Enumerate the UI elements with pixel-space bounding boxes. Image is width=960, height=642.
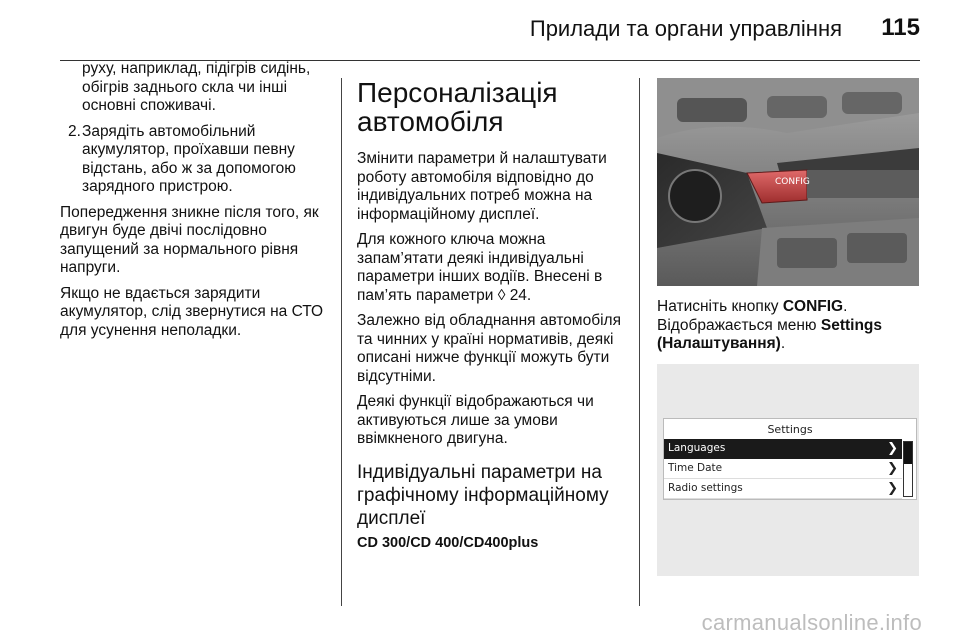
paragraph-text: Для кожного ключа можна запам’ятати деякі індивідуальні параметри інших водіїв. Внесені в пам’ять параметри (357, 231, 603, 304)
column-divider-1 (341, 78, 342, 606)
subsection-heading: Індивідуальні параметри на графічному інформаційному дисплеї (357, 461, 609, 529)
watermark: carmanualsonline.info (701, 610, 922, 635)
dashboard-photo (657, 78, 919, 286)
config-button-name: CONFIG (782, 298, 844, 315)
paragraph: Деякі функції відображаються чи активуються лише за умови ввімкненого двигуна. (357, 393, 594, 447)
paragraph (357, 231, 625, 305)
page-reference-icon: ◊ (497, 286, 506, 304)
settings-title: Settings (767, 423, 813, 436)
menu-item-time-date[interactable]: Time Date ❯ (664, 459, 902, 479)
column-middle (357, 60, 625, 552)
caption-text: Відображається меню (657, 316, 817, 334)
paragraph: Змінити параметри й налаштувати роботу автомобіля відповідно до індивідуальних потреб можна на інформаційному дисплеї. (357, 150, 607, 223)
scrollbar-thumb[interactable] (904, 442, 912, 464)
column-left (60, 60, 330, 347)
page-title: Прилади та органи управління (529, 16, 842, 41)
item-number: 2. (68, 122, 81, 140)
paragraph: руху, наприклад, підігрів сидінь, обігрів заднього скла чи інші основні споживачі. (82, 60, 311, 114)
paragraph: Залежно від обладнання автомобіля та чинних у країні нормативів, деякі описані нижче функції можуть бути відсутніми. (357, 312, 621, 385)
menu-item-radio-settings[interactable]: Radio settings ❯ (664, 479, 902, 499)
settings-menu-name: Settings (Налаштування) (657, 316, 883, 352)
chevron-right-icon: ❯ (887, 481, 898, 496)
paragraph: Попередження зникне після того, як двигун буде двічі послідовно запущений за нормального рівня напруги. (60, 203, 319, 276)
section-heading: Персоналізація автомобіля (357, 77, 558, 137)
column-divider-2 (639, 78, 640, 606)
paragraph: Якщо не вдається зарядити акумулятор, слід звернутися на СТО для усунення неполадки. (60, 284, 324, 339)
model-line: CD 300/CD 400/CD400plus (357, 534, 539, 551)
config-button-label: CONFIG (775, 177, 810, 187)
settings-display (663, 418, 917, 500)
item-text: Зарядіть автомобільний акумулятор, проїхавши певну відстань, або ж за допомогою зарядного пристрою. (82, 122, 296, 195)
numbered-item (60, 123, 330, 197)
page-reference-link[interactable]: 24. (509, 286, 532, 304)
menu-scrollbar[interactable] (903, 441, 913, 497)
chevron-right-icon: ❯ (887, 441, 898, 456)
caption-text: Натисніть кнопку (657, 298, 779, 315)
page-number: 115 (881, 14, 920, 41)
menu-item-languages[interactable]: Languages ❯ (664, 439, 902, 459)
page-header (0, 0, 960, 62)
photo-caption: Натисніть кнопку CONFIG. Відображається меню Settings (Налаштування). (657, 298, 883, 352)
chevron-right-icon: ❯ (887, 461, 898, 476)
